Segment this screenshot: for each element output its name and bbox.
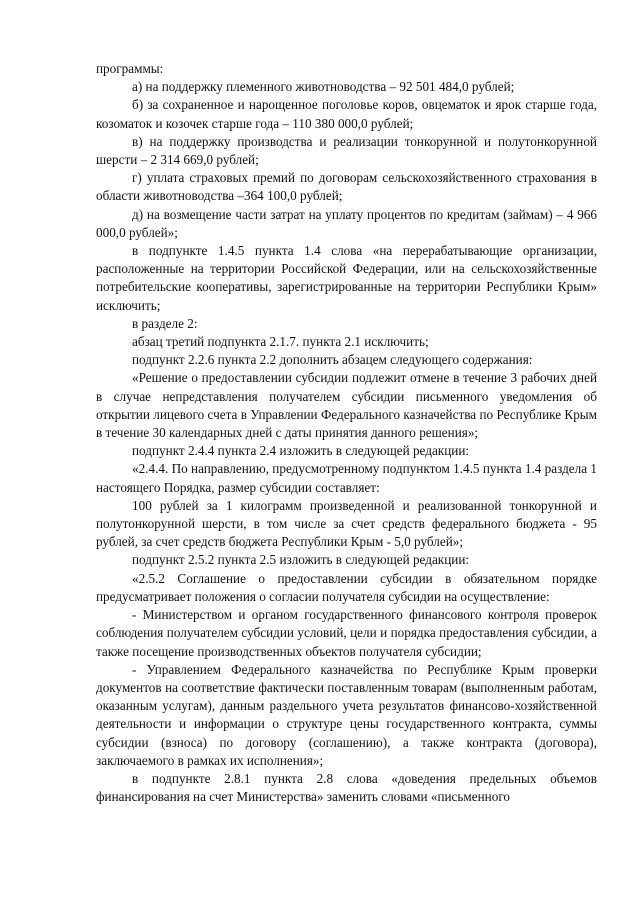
document-body bbox=[96, 60, 597, 806]
list-item-v: в) на поддержку производства и реализации тонкорунной и полутонкорунной шерсти – 2 314 669,0 рублей; bbox=[96, 133, 597, 168]
paragraph-subclause-2-4-4: подпункт 2.4.4 пункта 2.4 изложить в следующей редакции: bbox=[132, 443, 470, 459]
paragraph-subclause-1-4-5: в подпункте 1.4.5 пункта 1.4 слова «на перерабатывающие организации, расположенные на территории Российской Федерации, или на сельскохозяйственные потребительские кооперативы, зарегистрированные на территории Республики Крым» исключить; bbox=[96, 243, 597, 313]
paragraph-subsidy-rate: 100 рублей за 1 килограмм произведенной и реализованной тонкорунной и полутонкорунной шерсти, в том числе за счет средств федерального бюджета - 95 рублей, за счет средств бюджета Республики Крым - 5,0 рублей»; bbox=[96, 497, 597, 550]
paragraph-program-continuation: программы: bbox=[96, 61, 164, 76]
paragraph-2-5-2-text: «2.5.2 Соглашение о предоставлении субсидии в обязательном порядке предусматривает положения о согласии получателя субсидии на осуществление: bbox=[96, 570, 597, 604]
paragraph-section-2: в разделе 2: bbox=[132, 315, 198, 331]
list-item-a: а) на поддержку племенного животноводства – 92 501 484,0 рублей; bbox=[132, 79, 515, 95]
list-item-b: б) за сохраненное и нарощенное поголовье коров, овцематок и ярок старше года, козоматок и козочек старше года – 110 380 000,0 рублей; bbox=[96, 97, 597, 131]
paragraph-subclause-2-8-1: в подпункте 2.8.1 пункта 2.8 слова «доведения предельных объемов финансирования на счет Министерства» заменить словами «письменного bbox=[96, 770, 597, 805]
paragraph-treasury-checks: - Управлением Федерального казначейства по Республике Крым проверки документов на соответствие фактически поставленным товарам (выполненным работам, оказанным услугам), данным раздельного учета результатов финансово-хозяйственной деятельности и информации о структуре цены государственного контракта, суммы субсидии (взноса) по договору (соглашению), а также контракта (договора), заключаемого в рамках их исполнения»; bbox=[96, 661, 597, 768]
list-item-d: д) на возмещение части затрат на уплату процентов по кредитам (займам) – 4 966 000,0 рублей»; bbox=[96, 206, 597, 240]
paragraph-ministry-checks: - Министерством и органом государственного финансового контроля проверок соблюдения получателем субсидии условий, цели и порядка предоставления субсидии, а также посещение производственных объектов получателя субсидии; bbox=[96, 607, 597, 659]
paragraph-subclause-2-5-2: подпункт 2.5.2 пункта 2.5 изложить в следующей редакции: bbox=[132, 552, 470, 568]
paragraph-subclause-2-1-7: абзац третий подпункта 2.1.7. пункта 2.1 исключить; bbox=[132, 334, 429, 350]
paragraph-2-4-4-text: «2.4.4. По направлению, предусмотренному подпунктом 1.4.5 пункта 1.4 раздела 1 настоящего Порядка, размер субсидии составляет: bbox=[96, 461, 597, 495]
paragraph-subsidy-cancellation: «Решение о предоставлении субсидии подлежит отмене в течение 3 рабочих дней в случае непредставления получателем субсидии письменного уведомления об открытии лицевого счета в Управлении Федерального казначейства по Республике Крым в течение 30 календарных дней с даты принятия данного решения»; bbox=[96, 370, 597, 441]
paragraph-subclause-2-2-6: подпункт 2.2.6 пункта 2.2 дополнить абзацем следующего содержания: bbox=[132, 352, 533, 368]
list-item-g: г) уплата страховых премий по договорам сельскохозяйственного страхования в области животноводства –364 100,0 рублей; bbox=[96, 170, 597, 204]
